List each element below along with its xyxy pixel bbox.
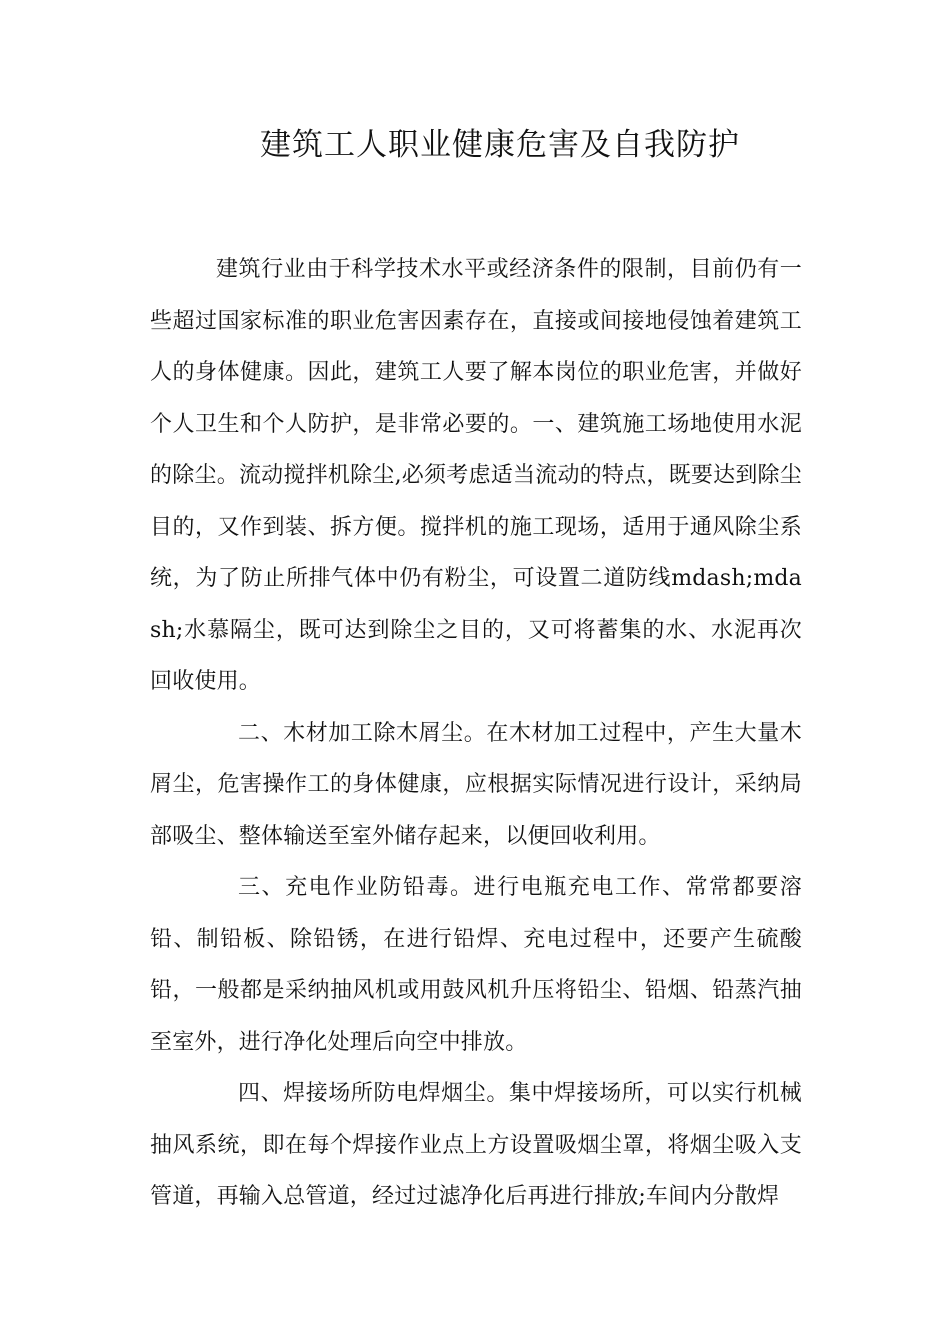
paragraph-lead-poisoning: 三、充电作业防铅毒。进行电瓶充电工作、常常都要溶铅、制铅板、除铅锈，在进行铅焊、充电过程中，还要产生硫酸铅，一般都是采纳抽风机或用鼓风机升压将铅尘、铅烟、铅蒸汽抽至室外，进行净化处理后向空中排放。 (150, 875, 802, 1055)
paragraph-welding-fumes: 四、焊接场所防电焊烟尘。集中焊接场所，可以实行机械抽风系统，即在每个焊接作业点上方设置吸烟尘罩，将烟尘吸入支管道，再输入总管道，经过过滤净化后再进行排放;车间内分散焊 (150, 1081, 802, 1209)
page-title: 建筑工人职业健康危害及自我防护 (260, 127, 740, 163)
paragraph-wood-dust: 二、木材加工除木屑尘。在木材加工过程中，产生大量木屑尘，危害操作工的身体健康，应根据实际情况进行设计，采纳局部吸尘、整体输送至室外储存起来，以便回收利用。 (150, 720, 802, 849)
document-body (150, 244, 802, 1223)
paragraph-intro: 建筑行业由于科学技术水平或经济条件的限制，目前仍有一些超过国家标准的职业危害因素存在，直接或间接地侵蚀着建筑工人的身体健康。因此，建筑工人要了解本岗位的职业危害，并做好个人卫生和个人防护，是非常必要的。一、建筑施工场地使用水泥的除尘。流动搅拌机除尘,必须考虑适当流动的特点，既要达到除尘目的，又作到装、拆方便。搅拌机的施工现场，适用于通风除尘系统，为了防止所排气体中仍有粉尘，可设置二道防线mdash;mdash;水慕隔尘，既可达到除尘之目的，又可将蓄集的水、水泥再次回收使用。 (150, 257, 802, 694)
